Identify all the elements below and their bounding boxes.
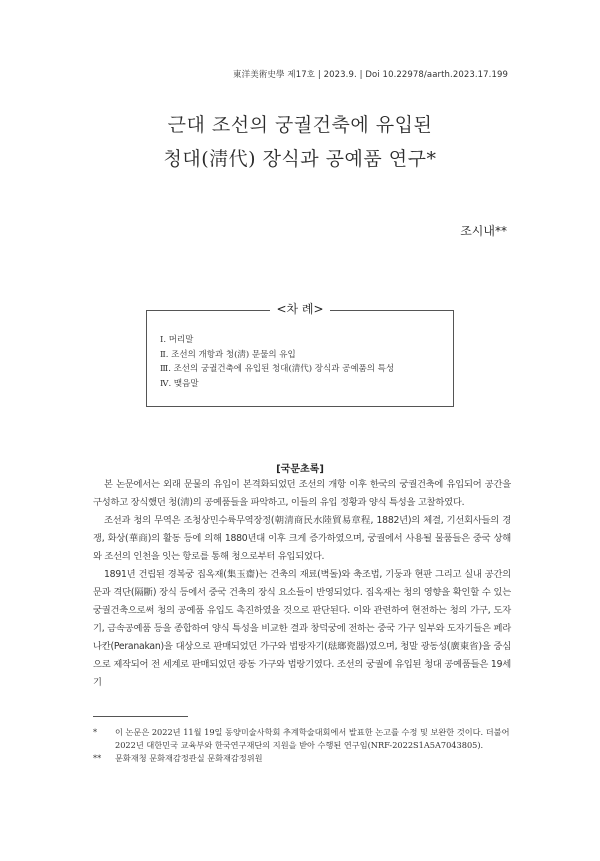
- journal-citation: 東洋美術史學 제17호 | 2023.9. | Doi 10.22978/aarth.2023.17.199: [233, 70, 508, 80]
- footnotes: [93, 726, 513, 765]
- toc-item: Ⅱ. 조선의 개항과 청(淸) 문물의 유입: [160, 349, 296, 360]
- footnote-divider: [93, 716, 188, 717]
- toc-list: [160, 333, 394, 391]
- footnote-text: 문화재청 문화재감정관실 문화재감정위원: [115, 753, 263, 763]
- abstract-paragraph: 1891년 건립된 경복궁 집옥재(集玉齋)는 건축의 재료(벽돌)와 축조법, 기둥과 현판 그리고 실내 공간의 문과 격단(隔斷) 장식 등에서 중국 건축의 장식 요소들이 반영되었다. 집옥재는 청의 영향을 확인할 수 있는 궁궐건축으로써 청의 공예품 유입도 촉진하였을 것으로 판단된다. 이와 관련하여 현전하는 청의 가구, 도자기, 금속공예품 등을 종합하여 양식 특성을 비교한 결과 창덕궁에 전하는 중국 가구 일부와 도자기들은 페라나칸(Peranakan)을 대상으로 판매되었던 가구와 법랑자기(琺瑯瓷器)였으며, 청말 광동성(廣東省)을 중심으로 제작되어 전 세계로 판매되었던 광동 가구와 법랑기였다. 조선의 궁궐에 유입된 청대 공예품들은 19세기: [93, 569, 511, 688]
- footnote: [93, 726, 513, 752]
- toc-heading-label: <차 례>: [270, 302, 329, 316]
- toc-item: Ⅰ. 머리말: [160, 335, 194, 345]
- paper-title-line-1: 근대 조선의 궁궐건축에 유입된: [167, 114, 433, 136]
- abstract-heading: [국문초록]: [276, 464, 324, 475]
- footnote-text: 이 논문은 2022년 11월 19일 동양미술사학회 추계학술대회에서 발표한 논고를 수정 및 보완한 것이다. 더불어 2022년 대한민국 교육부와 한국연구재단의 지원을 받아 수행된 연구임(NRF-2022S1A5A7043805).: [115, 727, 510, 750]
- footnote-mark: *: [93, 727, 98, 737]
- author-name: 조시내**: [460, 224, 507, 238]
- toc-item: Ⅳ. 맺음말: [160, 378, 199, 389]
- toc-item: Ⅲ. 조선의 궁궐건축에 유입된 청대(淸代) 장식과 공예품의 특성: [160, 364, 395, 374]
- footnote: [93, 752, 513, 765]
- abstract-body: [93, 476, 511, 692]
- footnote-mark: **: [93, 753, 102, 763]
- abstract-paragraph: 본 논문에서는 외래 문물의 유입이 본격화되었던 조선의 개항 이후 한국의 궁궐건축에 유입되어 공간을 구성하고 장식했던 청(淸)의 공예품들을 파악하고, 이들의 유입 정황과 양식 특성을 고찰하였다.: [93, 479, 511, 508]
- toc-heading: [0, 300, 600, 317]
- abstract-paragraph: 조선과 청의 무역은 조청상민수륙무역장정(朝淸商民水陸貿易章程, 1882년)의 체결, 기선회사들의 경쟁, 화상(華商)의 활동 등에 의해 1880년대 이후 크게 증가하였으며, 궁궐에서 사용될 물품들은 중국 상해와 조선의 인천을 잇는 항로를 통해 청으로부터 유입되었다.: [93, 515, 511, 562]
- paper-title-line-2: 청대(淸代) 장식과 공예품 연구*: [163, 148, 437, 170]
